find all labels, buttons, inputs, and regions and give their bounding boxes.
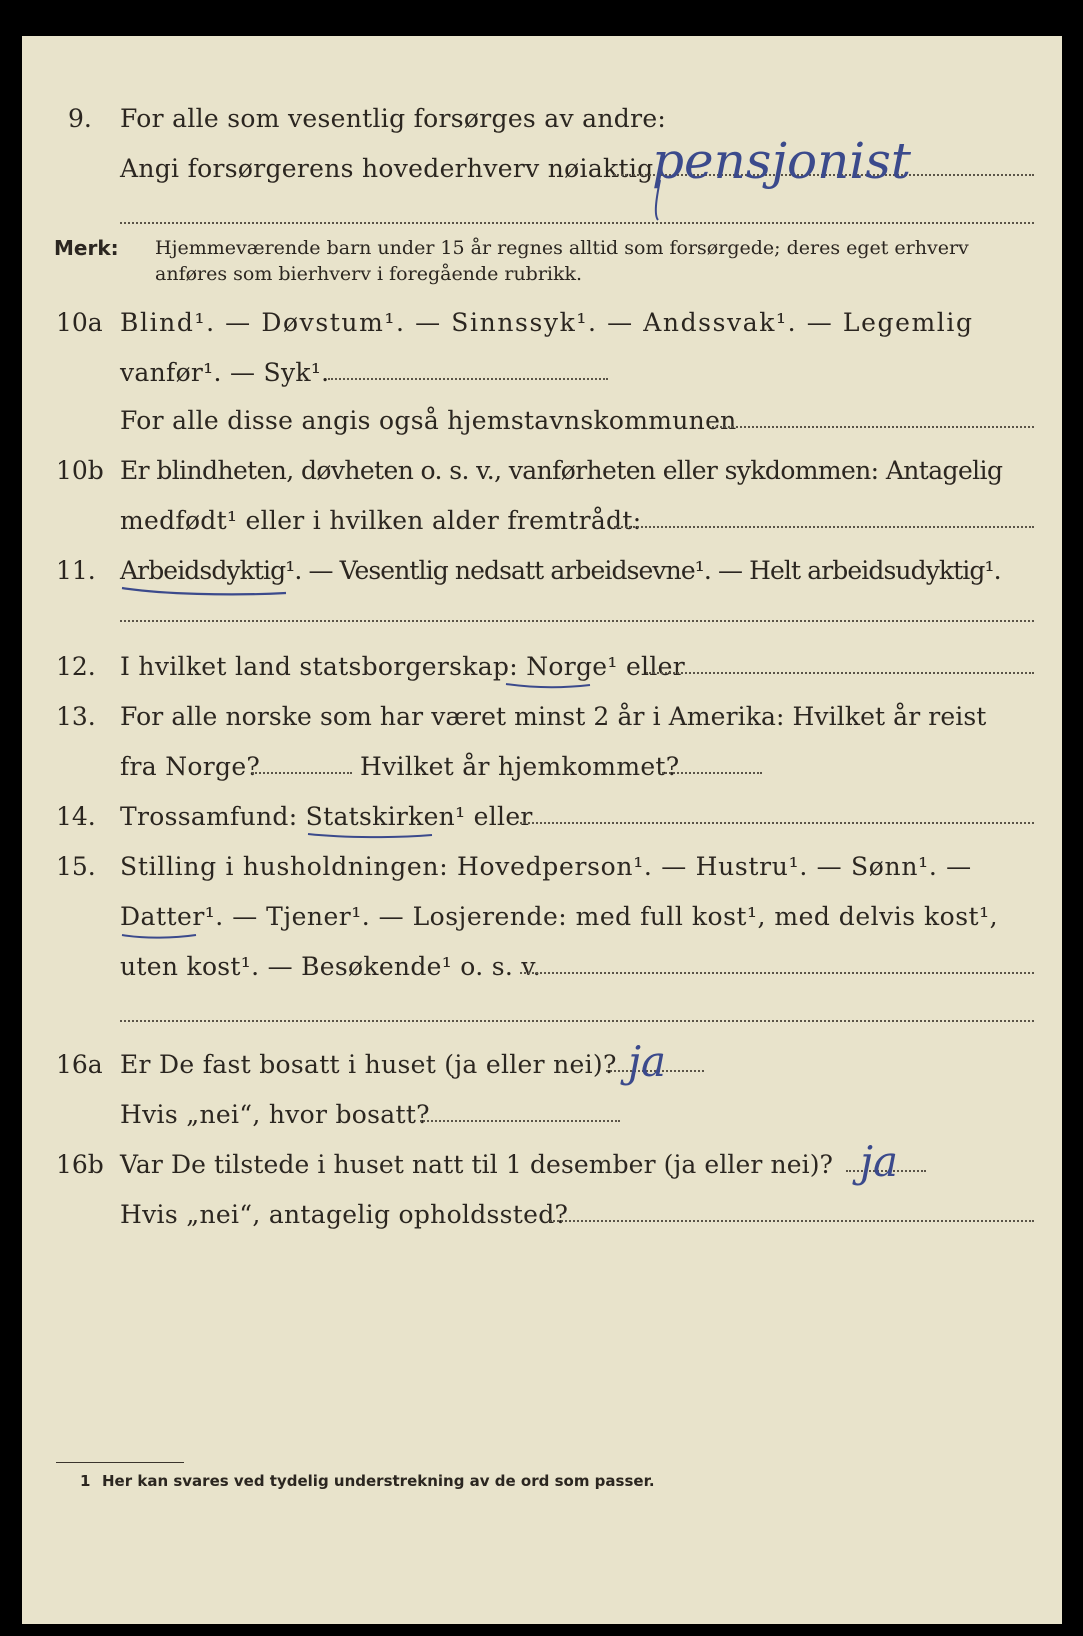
q15-number: 15. bbox=[56, 852, 96, 881]
q16a-line2-dots bbox=[420, 1120, 620, 1122]
q10b-line2: medfødt¹ eller i hvilken alder fremtrådt: bbox=[120, 506, 642, 535]
q10a-line2-dots bbox=[328, 378, 608, 380]
q10b-line2-dots bbox=[614, 526, 1034, 528]
q10a-line3-dots bbox=[712, 426, 1034, 428]
q16a-line2: Hvis „nei“, hvor bosatt? bbox=[120, 1100, 430, 1129]
q12-dots bbox=[646, 672, 1034, 674]
q14-line1: Trossamfund: Statskirken¹ eller bbox=[120, 802, 533, 831]
q10b-number: 10b bbox=[56, 456, 104, 485]
q11-line1: Arbeidsdyktig¹. — Vesentlig nedsatt arbeidsevne¹. — Helt arbeidsudyktig¹. bbox=[120, 556, 1001, 585]
q13-dots-a bbox=[252, 772, 352, 774]
q16b-number: 16b bbox=[56, 1150, 104, 1179]
q11-extra-line bbox=[120, 620, 1034, 622]
q12-ink-underline bbox=[504, 680, 594, 692]
q16b-line2-dots bbox=[550, 1220, 1034, 1222]
q16a-handwriting-svg bbox=[618, 1036, 728, 1116]
form-page bbox=[22, 36, 1062, 1624]
q14-number: 14. bbox=[56, 802, 96, 831]
svg-text:ja: ja bbox=[628, 1037, 667, 1086]
q15-ink-underline bbox=[120, 930, 200, 942]
q9-extra-line bbox=[120, 222, 1034, 224]
merk-label: Merk: bbox=[54, 236, 119, 260]
q15-dots bbox=[520, 972, 1034, 974]
footnote-text: Her kan svares ved tydelig understrekning av de ord som passer. bbox=[102, 1472, 655, 1490]
svg-text:ja: ja bbox=[860, 1137, 899, 1186]
q9-handwriting-svg bbox=[652, 120, 972, 230]
svg-text:pensjonist: pensjonist bbox=[652, 132, 912, 190]
q10a-line1: Blind¹. — Døvstum¹. — Sinnssyk¹. — Andssvak¹. — Legemlig bbox=[120, 308, 974, 337]
q16b-handwritten-answer bbox=[852, 1136, 972, 1220]
q15-line1: Stilling i husholdningen: Hovedperson¹. — Hustru¹. — Sønn¹. — bbox=[120, 852, 972, 881]
merk-line1: Hjemmeværende barn under 15 år regnes alltid som forsørgede; deres eget erhverv bbox=[155, 237, 969, 259]
q15-line3: uten kost¹. — Besøkende¹ o. s. v. bbox=[120, 952, 542, 981]
q13-line2a: fra Norge? bbox=[120, 752, 261, 781]
q13-dots-b bbox=[662, 772, 762, 774]
q16b-handwriting-svg bbox=[852, 1136, 972, 1216]
merk-line2: anføres som bierhverv i foregående rubrikk. bbox=[155, 263, 583, 285]
q12-number: 12. bbox=[56, 652, 96, 681]
q9-line1: For alle som vesentlig forsørges av andre: bbox=[120, 104, 667, 133]
q13-line1: For alle norske som har været minst 2 år i Amerika: Hvilket år reist bbox=[120, 702, 987, 731]
q11-number: 11. bbox=[56, 556, 96, 585]
q11-ink-underline bbox=[120, 584, 290, 598]
q13-number: 13. bbox=[56, 702, 96, 731]
q9-handwritten-answer bbox=[652, 120, 972, 234]
q16a-handwritten-answer bbox=[618, 1036, 728, 1120]
q10a-line3: For alle disse angis også hjemstavnskommunen bbox=[120, 406, 737, 435]
q15-line2: Datter¹. — Tjener¹. — Losjerende: med full kost¹, med delvis kost¹, bbox=[120, 902, 999, 931]
q13-line2b: Hvilket år hjemkommet? bbox=[360, 752, 680, 781]
q10a-line2: vanfør¹. — Syk¹. bbox=[120, 358, 330, 387]
q16b-line1: Var De tilstede i huset natt til 1 desember (ja eller nei)? bbox=[120, 1150, 834, 1179]
q14-dots bbox=[520, 822, 1034, 824]
q12-line1: I hvilket land statsborgerskap: Norge¹ eller bbox=[120, 652, 685, 681]
q15-extra-line bbox=[120, 1020, 1034, 1022]
q9-line2: Angi forsørgerens hovederhverv nøiaktig bbox=[120, 154, 654, 183]
footnote-rule bbox=[56, 1462, 184, 1463]
q10a-number: 10a bbox=[56, 308, 103, 337]
q10b-line1: Er blindheten, døvheten o. s. v., vanførheten eller sykdommen: Antagelig bbox=[120, 456, 1003, 485]
q14-ink-underline bbox=[306, 830, 436, 842]
footnote-mark: 1 bbox=[80, 1472, 91, 1490]
q16a-number: 16a bbox=[56, 1050, 103, 1079]
q9-number: 9. bbox=[68, 104, 92, 133]
q16b-line2: Hvis „nei“, antagelig opholdssted? bbox=[120, 1200, 569, 1229]
q16a-line1: Er De fast bosatt i huset (ja eller nei)? bbox=[120, 1050, 617, 1079]
